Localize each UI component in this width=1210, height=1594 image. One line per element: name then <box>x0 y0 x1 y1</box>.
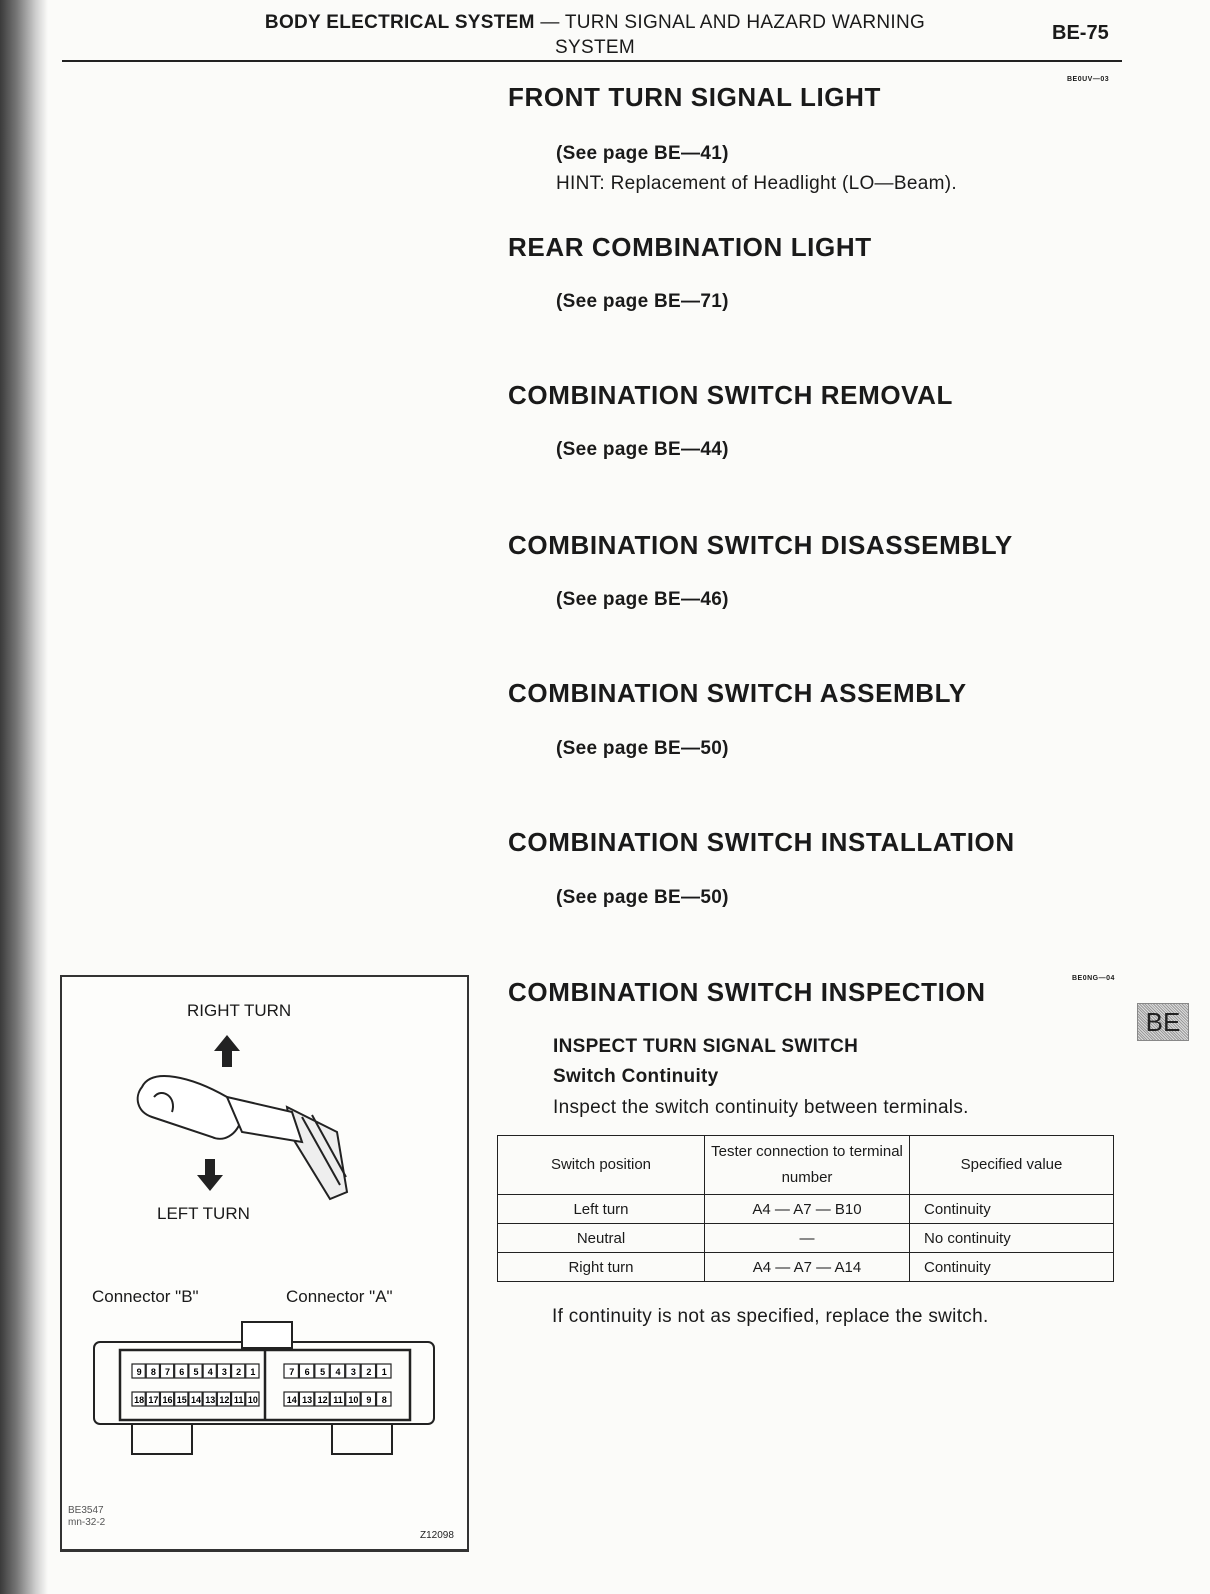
connector-a-bottom-pin-label: 10 <box>348 1395 359 1405</box>
figure-id: Z12098 <box>420 1530 454 1541</box>
hint-text: HINT: Replacement of Headlight (LO—Beam). <box>556 173 957 194</box>
lever-icon <box>138 1076 347 1199</box>
running-header <box>200 10 990 60</box>
heading-front-turn-signal: FRONT TURN SIGNAL LIGHT <box>508 82 881 112</box>
section-tab-be: BE <box>1137 1003 1189 1041</box>
col-header: Specified value <box>910 1136 1114 1195</box>
connector-a-top-pin-label: 5 <box>320 1367 326 1377</box>
connector-a-bottom-pin-label: 8 <box>381 1395 387 1405</box>
section-code: BE0UV—03 <box>1067 76 1110 83</box>
header-rule <box>62 60 1122 62</box>
ref-rear-combination: (See page BE—71) <box>556 291 729 312</box>
inspection-subhead: Switch Continuity <box>553 1066 719 1087</box>
connector-b-label: Connector "B" <box>92 1287 199 1306</box>
ref-front-turn-signal: (See page BE—41) <box>556 143 729 164</box>
connector-b-top-pin-label: 9 <box>136 1367 142 1377</box>
header-part1: BODY ELECTRICAL SYSTEM <box>264 12 535 33</box>
connector-latch <box>242 1322 292 1348</box>
turn-lever-illustration <box>62 977 467 1267</box>
col-header: Switch position <box>498 1136 705 1195</box>
connector-a-bottom-pin-label: 11 <box>333 1395 343 1405</box>
connector-b-top-pin-label: 8 <box>150 1367 156 1377</box>
connector-b-bottom-pin-label: 16 <box>162 1395 173 1405</box>
heading-switch-assembly: COMBINATION SWITCH ASSEMBLY <box>508 678 967 708</box>
ref-code-1: BE3547 <box>68 1505 104 1516</box>
arrow-down-icon <box>197 1159 223 1191</box>
connector-a-top-pin-label: 3 <box>350 1367 356 1377</box>
heading-rear-combination: REAR COMBINATION LIGHT <box>508 232 872 262</box>
connector-a-label: Connector "A" <box>286 1287 393 1306</box>
header-sep: — <box>534 12 565 33</box>
page-number: BE-75 <box>1052 22 1109 44</box>
connector-a-top-pin-label: 4 <box>335 1367 341 1377</box>
continuity-table <box>497 1135 1114 1282</box>
header-part2: TURN SIGNAL AND HAZARD WARNING <box>564 12 926 33</box>
connector-foot <box>332 1424 392 1454</box>
cell: Left turn <box>498 1195 705 1224</box>
heading-switch-inspection: COMBINATION SWITCH INSPECTION <box>508 977 986 1007</box>
ref-switch-installation: (See page BE—50) <box>556 887 729 908</box>
connector-b-bottom-pin-label: 17 <box>148 1395 159 1405</box>
cell: Neutral <box>498 1224 705 1253</box>
inspection-text: Inspect the switch continuity between terminals. <box>553 1097 969 1118</box>
connector-b-bottom-pin-label: 15 <box>176 1395 187 1405</box>
connector-b-top-pin-label: 4 <box>207 1367 213 1377</box>
connector-a-top-pin-label: 7 <box>289 1367 295 1377</box>
inspection-step: INSPECT TURN SIGNAL SWITCH <box>553 1036 859 1057</box>
connector-b-top-pin-label: 2 <box>236 1367 242 1377</box>
connector-b-bottom-pin-label: 10 <box>247 1395 258 1405</box>
connector-b-top-pin-label: 5 <box>193 1367 199 1377</box>
cell: — <box>705 1224 910 1253</box>
right-turn-label: RIGHT TURN <box>187 1001 292 1020</box>
cell: A4 — A7 — A14 <box>705 1253 910 1282</box>
page-binding-shadow <box>0 0 48 1594</box>
table-row <box>498 1195 1114 1224</box>
col-header: Tester connection to terminal number <box>705 1136 910 1195</box>
connector-b-bottom-pin-label: 12 <box>219 1395 230 1405</box>
cell: Right turn <box>498 1253 705 1282</box>
table-row <box>498 1253 1114 1282</box>
connector-b-top-pin-label: 7 <box>165 1367 171 1377</box>
connector-b-bottom-pin-label: 11 <box>233 1395 244 1405</box>
connector-b-bottom-pin-label: 13 <box>205 1395 216 1405</box>
header-line2: SYSTEM <box>555 37 635 58</box>
cell: No continuity <box>910 1224 1114 1253</box>
connector-a-bottom-pin-label: 13 <box>302 1395 313 1405</box>
inspection-footer: If continuity is not as specified, replace the switch. <box>552 1306 989 1327</box>
switch-figure <box>60 975 469 1552</box>
cell: Continuity <box>910 1195 1114 1224</box>
table-header-row <box>498 1136 1114 1195</box>
section-code: BE0NG—04 <box>1072 975 1115 982</box>
connector-foot <box>132 1424 192 1454</box>
connector-b-top-pin-label: 3 <box>221 1367 227 1377</box>
ref-switch-removal: (See page BE—44) <box>556 439 729 460</box>
connector-a-bottom-pin-label: 9 <box>366 1395 372 1405</box>
heading-switch-installation: COMBINATION SWITCH INSTALLATION <box>508 827 1015 857</box>
ref-code-2: mn-32-2 <box>68 1517 106 1528</box>
connector-b-top-pin-label: 6 <box>179 1367 185 1377</box>
connector-a-top-pin-label: 1 <box>381 1367 387 1377</box>
left-turn-label: LEFT TURN <box>157 1204 250 1223</box>
connector-a-top-pin-label: 2 <box>366 1367 372 1377</box>
heading-switch-removal: COMBINATION SWITCH REMOVAL <box>508 380 954 410</box>
connector-a-bottom-pin-label: 12 <box>317 1395 328 1405</box>
heading-switch-disassembly: COMBINATION SWITCH DISASSEMBLY <box>508 530 1013 560</box>
connector-b-bottom-pin-label: 18 <box>134 1395 145 1405</box>
cell: Continuity <box>910 1253 1114 1282</box>
arrow-up-icon <box>214 1035 240 1067</box>
connector-a-top-pin-label: 6 <box>304 1367 310 1377</box>
ref-switch-disassembly: (See page BE—46) <box>556 589 729 610</box>
cell: A4 — A7 — B10 <box>705 1195 910 1224</box>
table-row <box>498 1224 1114 1253</box>
connector-b-bottom-pin-label: 14 <box>190 1395 202 1405</box>
connector-a-bottom-pin-label: 14 <box>286 1395 297 1405</box>
connector-b-top-pin-label: 1 <box>250 1367 256 1377</box>
ref-switch-assembly: (See page BE—50) <box>556 738 729 759</box>
connector-diagram <box>62 1312 467 1472</box>
